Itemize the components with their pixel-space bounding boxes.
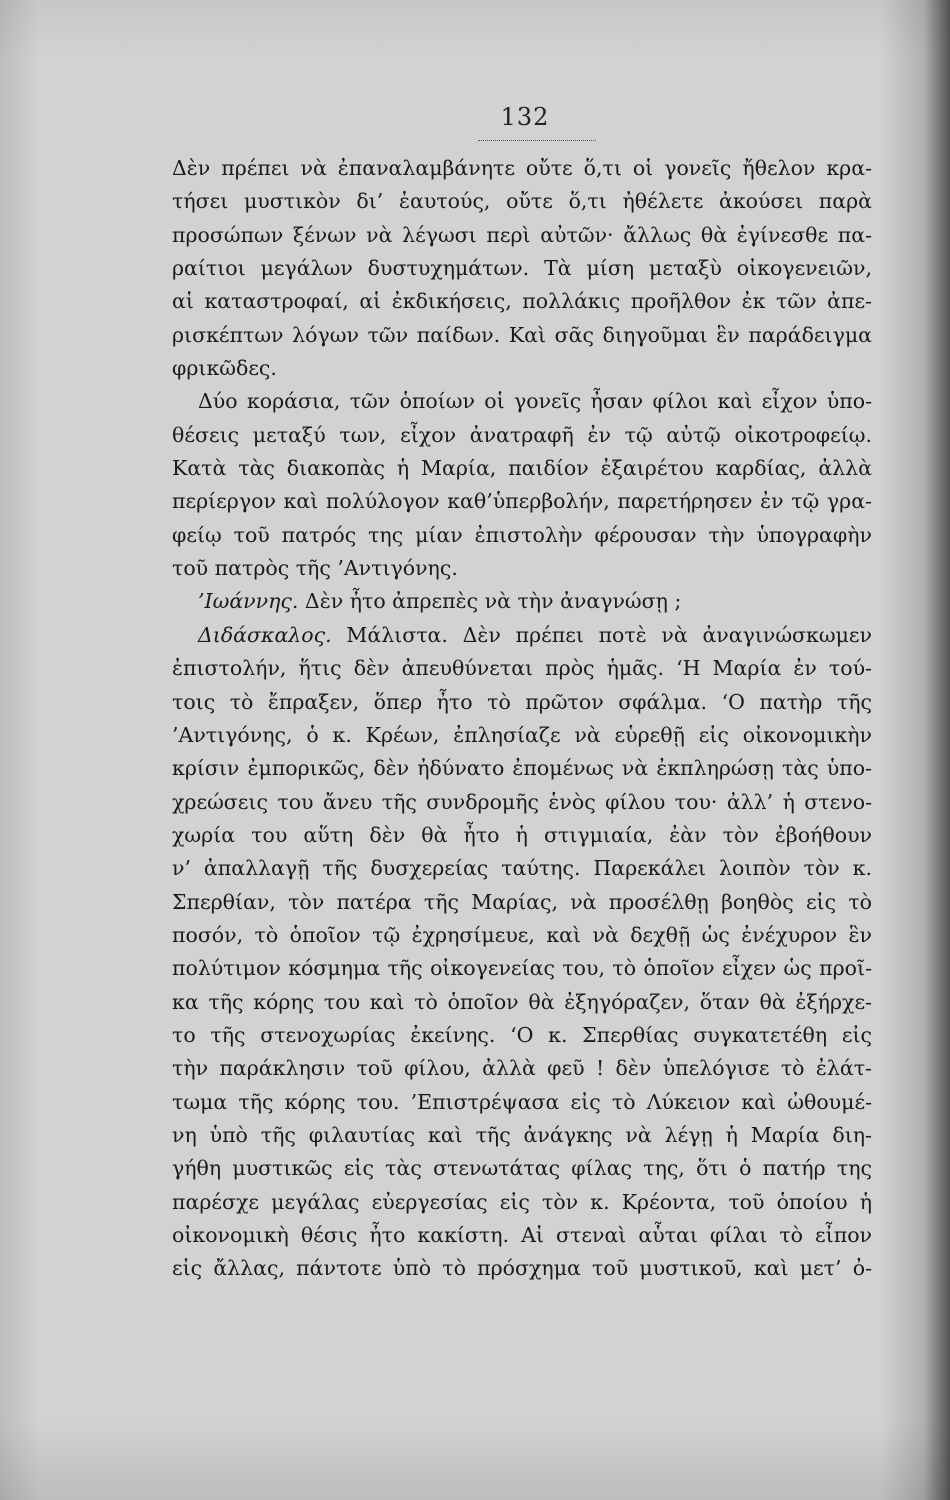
text-line: οἰκονομικὴ θέσις ἦτο κακίστη. Αἱ στεναὶ αὗται φίλαι τὸ εἶπον [172,1223,872,1247]
text-line: εἰς ἄλλας, πάντοτε ὑπὸ τὸ πρόσχημα τοῦ μυστικοῦ, καὶ μετ’ ὀ- [172,1256,872,1281]
dialogue-line [172,585,872,618]
text-line: το τῆς στενοχωρίας ἐκείνης. ‘Ο κ. Σπερθίας συγκατετέθη εἰς [172,1022,872,1047]
text-line: πολύτιμον κόσμημα τῆς οἰκογενείας του, τὸ ὁποῖον εἶχεν ὡς προῖ- [172,956,872,981]
speaker-name: ’Ιωάννης. [198,589,299,614]
header-rule [478,140,596,141]
body-text [172,152,872,1286]
text-line: φείῳ τοῦ πατρός της μίαν ἐπιστολὴν φέρουσαν τὴν ὑπογραφὴν [172,522,872,547]
text-line: παρέσχε μεγάλας εὐεργεσίας εἰς τὸν κ. Κρέοντα, τοῦ ὁποίου ἡ [172,1189,872,1214]
text-line: θέσεις μεταξύ των, εἶχον ἀνατραφῆ ἐν τῷ αὐτῷ οἰκοτροφείῳ. [172,422,872,447]
text-line: τὴν παράκλησιν τοῦ φίλου, ἀλλὰ φεῦ ! δὲν ὑπελόγισε τὸ ἐλάτ- [172,1056,872,1081]
text-line: Σπερθίαν, τὸν πατέρα τῆς Μαρίας, νὰ προσέλθῃ βοηθὸς εἰς τὸ [172,889,872,914]
dialogue-text: Δὲν ἦτο ἀπρεπὲς νὰ τὴν ἀναγνώσῃ ; [304,589,682,614]
text-line: ἐπιστολήν, ἥτις δὲν ἀπευθύνεται πρὸς ἡμᾶς. ‘Η Μαρία ἐν τού- [172,656,872,681]
dialogue-line [172,619,872,652]
text-line: ποσόν, τὸ ὁποῖον τῷ ἐχρησίμευε, καὶ νὰ δεχθῇ ὡς ἐνέχυρον ἓν [172,922,872,947]
text-line: τοις τὸ ἔπραξεν, ὅπερ ἦτο τὸ πρῶτον σφάλμα. ‘Ο πατὴρ τῆς [172,689,872,714]
text-line: ρισκέπτων λόγων τῶν παίδων. Καὶ σᾶς διηγοῦμαι ἓν παράδειγμα [172,322,872,347]
text-line: χωρία του αὕτη δὲν θὰ ἦτο ἡ στιγμιαία, ἐὰν τὸν ἐβοήθουν [172,822,872,847]
text-line: κα τῆς κόρης του καὶ τὸ ὁποῖον θὰ ἐξηγόραζεν, ὅταν θὰ ἐξήρχε- [172,989,872,1014]
page-edge-shadow [924,0,950,1500]
text-line: περίεργον καὶ πολύλογον καθ’ὑπερβολήν, παρετήρησεν ἐν τῷ γρα- [172,489,872,514]
text-line: ’Αντιγόνης, ὁ κ. Κρέων, ἐπλησίαζε νὰ εὑρεθῇ εἰς οἰκονομικὴν [172,722,872,747]
dialogue-text: Μάλιστα. Δὲν πρέπει ποτὲ νὰ ἀναγινώσκωμεν [346,622,872,647]
text-line: νη ὑπὸ τῆς φιλαυτίας καὶ τῆς ἀνάγκης νὰ λέγῃ ἡ Μαρία διη- [172,1122,872,1147]
text-line: γήθη μυστικῶς εἰς τὰς στενωτάτας φίλας της, ὅτι ὁ πατήρ της [172,1156,872,1181]
text-line: κρίσιν ἐμπορικῶς, δὲν ἠδύνατο ἐπομένως νὰ ἐκπληρώσῃ τὰς ὑπο- [172,756,872,781]
text-line: ν’ ἀπαλλαγῇ τῆς δυσχερείας ταύτης. Παρεκάλει λοιπὸν τὸν κ. [172,856,872,881]
text-line: Κατὰ τὰς διακοπὰς ἡ Μαρία, παιδίον ἐξαιρέτου καρδίας, ἀλλὰ [172,456,872,481]
text-line: προσώπων ξένων νὰ λέγωσι περὶ αὐτῶν· ἄλλως θὰ ἐγίνεσθε πα- [172,222,872,247]
text-line: τοῦ πατρὸς τῆς ’Αντιγόνης. [172,556,458,581]
text-line: αἱ καταστροφαί, αἱ ἐκδικήσεις, πολλάκις προῆλθον ἐκ τῶν ἀπε- [172,289,872,314]
text-line: χρεώσεις του ἄνευ τῆς συνδρομῆς ἑνὸς φίλου του· ἀλλ’ ἡ στενο- [172,789,872,814]
text-line: ραίτιοι μεγάλων δυστυχημάτων. Τὰ μίση μεταξὺ οἰκογενειῶν, [172,256,872,281]
text-line: τήσει μυστικὸν δι’ ἑαυτούς, οὔτε ὅ,τι ἠθέλετε ἀκούσει παρὰ [172,189,872,214]
page-number: 132 [500,103,550,131]
text-line: φρικῶδες. [172,356,277,381]
speaker-name: Διδάσκαλος. [198,622,332,647]
text-line: Δὲν πρέπει νὰ ἐπαναλαμβάνητε οὔτε ὅ,τι οἱ γονεῖς ἤθελον κρα- [172,156,872,180]
text-line: τωμα τῆς κόρης του. ’Επιστρέψασα εἰς τὸ Λύκειον καὶ ὠθουμέ- [172,1089,872,1114]
text-line: Δύο κοράσια, τῶν ὁποίων οἱ γονεῖς ἦσαν φίλοι καὶ εἶχον ὑπο- [198,389,872,414]
